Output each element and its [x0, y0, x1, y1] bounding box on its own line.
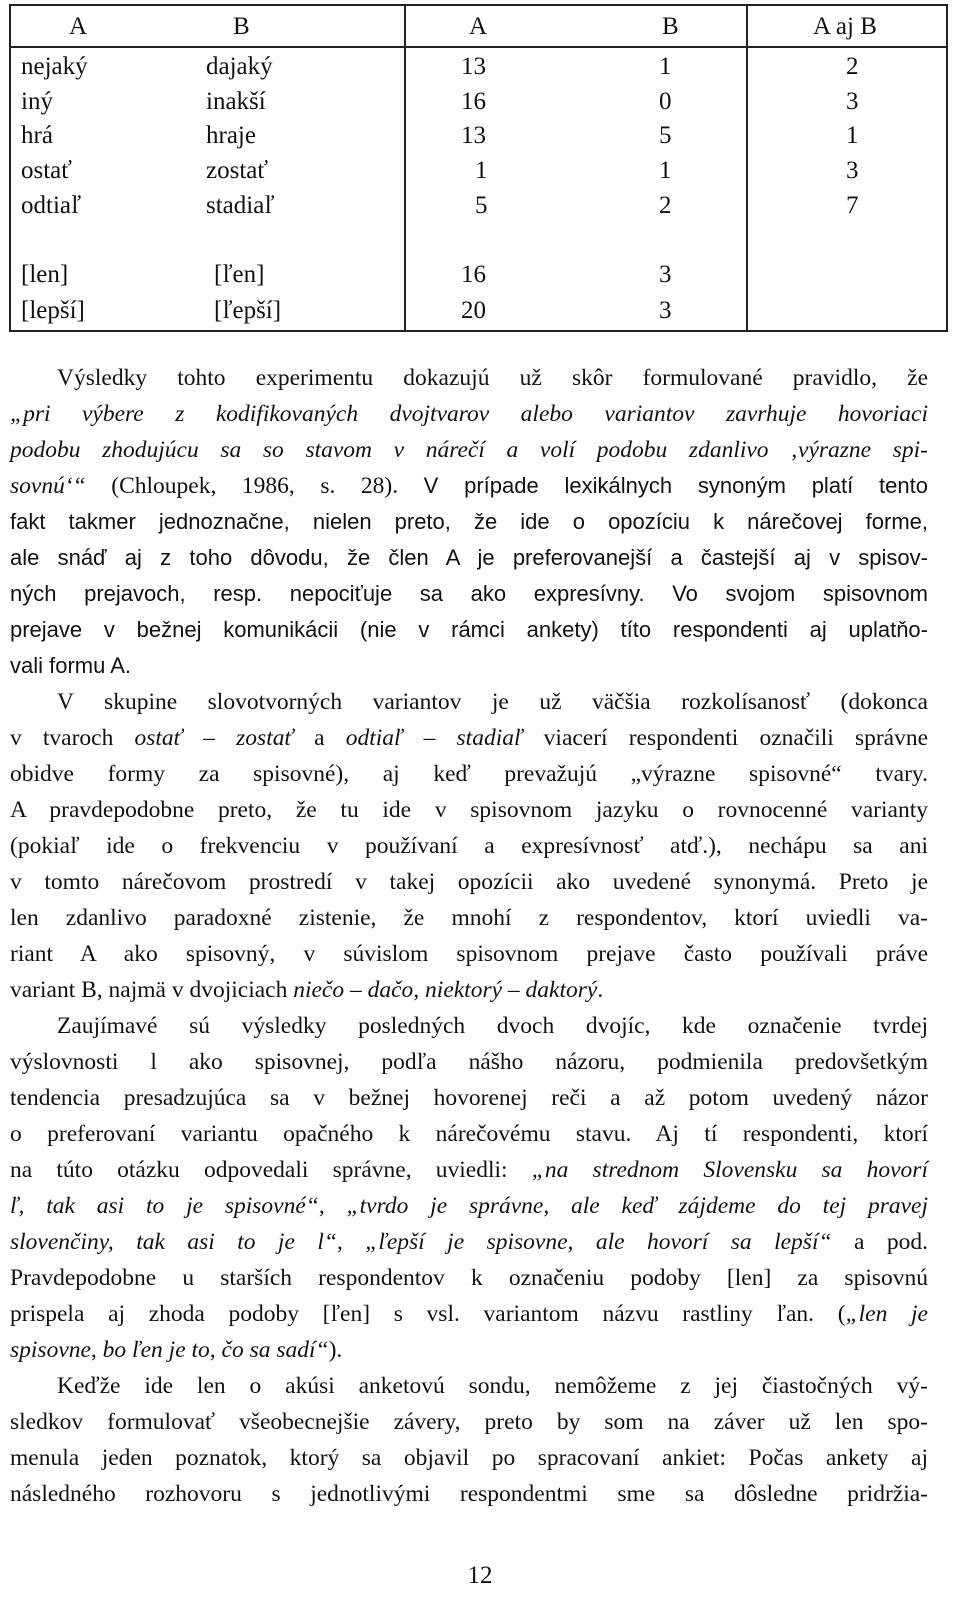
- table-cell-count-b: 3: [659, 297, 672, 324]
- table-cell-count-a: 5: [475, 192, 488, 219]
- text-line: menula jeden poznatok, ktorý sa objavil po spracovaní ankiet: Počas ankety aj: [10, 1445, 928, 1471]
- text-line: v tvaroch ostať – zostať a odtiaľ – stadiaľ viacerí respondenti označili správne: [10, 725, 929, 751]
- table-divider-2: [746, 6, 748, 330]
- table-cell-word-b: [ľen]: [214, 261, 265, 288]
- table-cell-count-ab: 7: [846, 192, 859, 219]
- table-cell-word-b: dajaký: [206, 53, 273, 80]
- table-cell-count-ab: 1: [846, 122, 859, 149]
- header-count-a: A: [469, 13, 488, 40]
- table-cell-word-a: ostať: [21, 157, 72, 184]
- text-line: Výsledky tohto experimentu dokazujú už skôr formulované pravidlo, že: [57, 365, 928, 391]
- text-line: prispela aj zhoda podoby [ľen] s vsl. variantom názvu rastliny ľan. („len je: [10, 1301, 928, 1327]
- table-cell-word-a: nejaký: [21, 53, 88, 80]
- header-count-ab: A aj B: [813, 13, 877, 40]
- text-line: len zdanlivo paradoxné zistenie, že mnohí z respondentov, ktorí uviedli va-: [10, 905, 928, 931]
- table-cell-count-b: 5: [659, 122, 672, 149]
- text-line: tendencia presadzujúca sa v bežnej hovorenej reči a až potom uvedený názor: [10, 1085, 928, 1111]
- header-col-a: A: [69, 13, 88, 40]
- text-line: obidve formy za spisovné), aj keď prevažujú „výrazne spisovné“ tvary.: [10, 761, 928, 787]
- text-line: v tomto nárečovom prostredí v takej opozícii ako uvedené synonymá. Preto je: [10, 869, 928, 895]
- table-cell-word-b: hraje: [206, 122, 256, 149]
- text-line: sledkov formulovať všeobecnejšie závery, preto by som na záver už len spo-: [10, 1409, 928, 1435]
- text-line: na túto otázku odpovedali správne, uviedli: „na strednom Slovensku sa hovorí: [10, 1157, 928, 1183]
- table-cell-count-a: 16: [461, 88, 486, 115]
- table-cell-count-b: 0: [659, 88, 672, 115]
- text-line: (pokiaľ ide o frekvenciu v používaní a expresívnosť atď.), nechápu sa ani: [10, 833, 928, 859]
- table-cell-word-b: [ľepší]: [214, 297, 282, 324]
- table-cell-word-a: odtiaľ: [21, 192, 82, 219]
- table-cell-count-a: 20: [461, 297, 486, 324]
- page-number: 12: [467, 1562, 493, 1589]
- text-line: ných prejavoch, resp. nepociťuje sa ako expresívny. Vo svojom spisovnom: [10, 581, 928, 606]
- text-line: Pravdepodobne u starších respondentov k označeniu podoby [len] za spisovnú: [10, 1265, 928, 1291]
- table-cell-word-a: hrá: [21, 122, 53, 149]
- text-line: fakt takmer jednoznačne, nielen preto, že ide o opozíciu k nárečovej forme,: [10, 509, 928, 534]
- table-divider-1: [404, 6, 406, 330]
- table-cell-count-b: 2: [659, 192, 672, 219]
- text-line: „pri výbere z kodifikovaných dvojtvarov alebo variantov zavrhuje hovoriaci: [10, 401, 928, 427]
- text-line: následného rozhovoru s jednotlivými respondentmi sme sa dôsledne pridržia-: [10, 1481, 928, 1507]
- table-cell-count-ab: 3: [846, 157, 859, 184]
- header-col-b: B: [233, 13, 250, 40]
- text-line: A pravdepodobne preto, že tu ide v spisovnom jazyku o rovnocenné varianty: [10, 797, 928, 823]
- paragraph-4: [10, 1368, 928, 1512]
- paragraph-2: [10, 684, 928, 1008]
- text-line: sovnú‘“ (Chloupek, 1986, s. 28). V prípade lexikálnych synoným platí tento: [10, 473, 928, 499]
- text-line: ale snáď aj z toho dôvodu, že člen A je preferovanejší a častejší aj v spisov-: [10, 545, 928, 570]
- text-line: variant B, najmä v dvojiciach niečo – dačo, niektorý – daktorý.: [10, 977, 604, 1003]
- text-line: riant A ako spisovný, v súvislom spisovnom prejave často používali práve: [10, 941, 928, 967]
- text-line: vali formu A.: [10, 653, 132, 678]
- table-cell-word-b: zostať: [206, 157, 269, 184]
- table-cell-word-a: iný: [21, 88, 53, 115]
- text-line: Keďže ide len o akúsi anketovú sondu, nemôžeme z jej čiastočných vý-: [57, 1373, 928, 1399]
- table-cell-word-b: inakší: [206, 88, 266, 115]
- paragraph-1: [10, 360, 928, 684]
- table-cell-count-a: 13: [461, 53, 486, 80]
- table-cell-count-b: 1: [659, 53, 672, 80]
- paragraph-3: [10, 1008, 928, 1368]
- text-line: prejave v bežnej komunikácii (nie v rámci ankety) títo respondenti aj uplatňo-: [10, 617, 928, 642]
- text-line: spisovne, bo ľen je to, čo sa sadí“).: [10, 1337, 343, 1363]
- table-cell-word-a: [lepší]: [21, 297, 85, 324]
- header-count-b: B: [662, 13, 679, 40]
- text-line: V skupine slovotvorných variantov je už väčšia rozkolísanosť (dokonca: [57, 689, 928, 715]
- text-line: ľ, tak asi to je spisovné“, „tvrdo je správne, ale keď zájdeme do tej pravej: [10, 1193, 928, 1219]
- table-cell-count-a: 16: [461, 261, 486, 288]
- text-line: podobu zhodujúcu sa so stavom v nárečí a volí podobu zdanlivo ‚výrazne spi-: [10, 437, 928, 463]
- table-cell-count-ab: 2: [846, 53, 859, 80]
- text-line: o preferovaní variantu opačného k nárečovému stavu. Aj tí respondenti, ktorí: [10, 1121, 928, 1147]
- table-cell-count-a: 1: [475, 157, 488, 184]
- table-cell-count-b: 1: [659, 157, 672, 184]
- body-text: [10, 360, 928, 1512]
- text-line: Zaujímavé sú výsledky posledných dvoch dvojíc, kde označenie tvrdej: [57, 1013, 928, 1039]
- table-cell-word-a: [len]: [21, 261, 69, 288]
- table-cell-count-a: 13: [461, 122, 486, 149]
- text-line: slovenčiny, tak asi to je l“, „ľepší je spisovne, ale hovorí sa lepší“ a pod.: [10, 1229, 929, 1255]
- table-cell-count-ab: 3: [846, 88, 859, 115]
- table-cell-count-b: 3: [659, 261, 672, 288]
- text-line: výslovnosti l ako spisovnej, podľa nášho názoru, podmienila predovšetkým: [10, 1049, 928, 1075]
- table-cell-word-b: stadiaľ: [206, 192, 275, 219]
